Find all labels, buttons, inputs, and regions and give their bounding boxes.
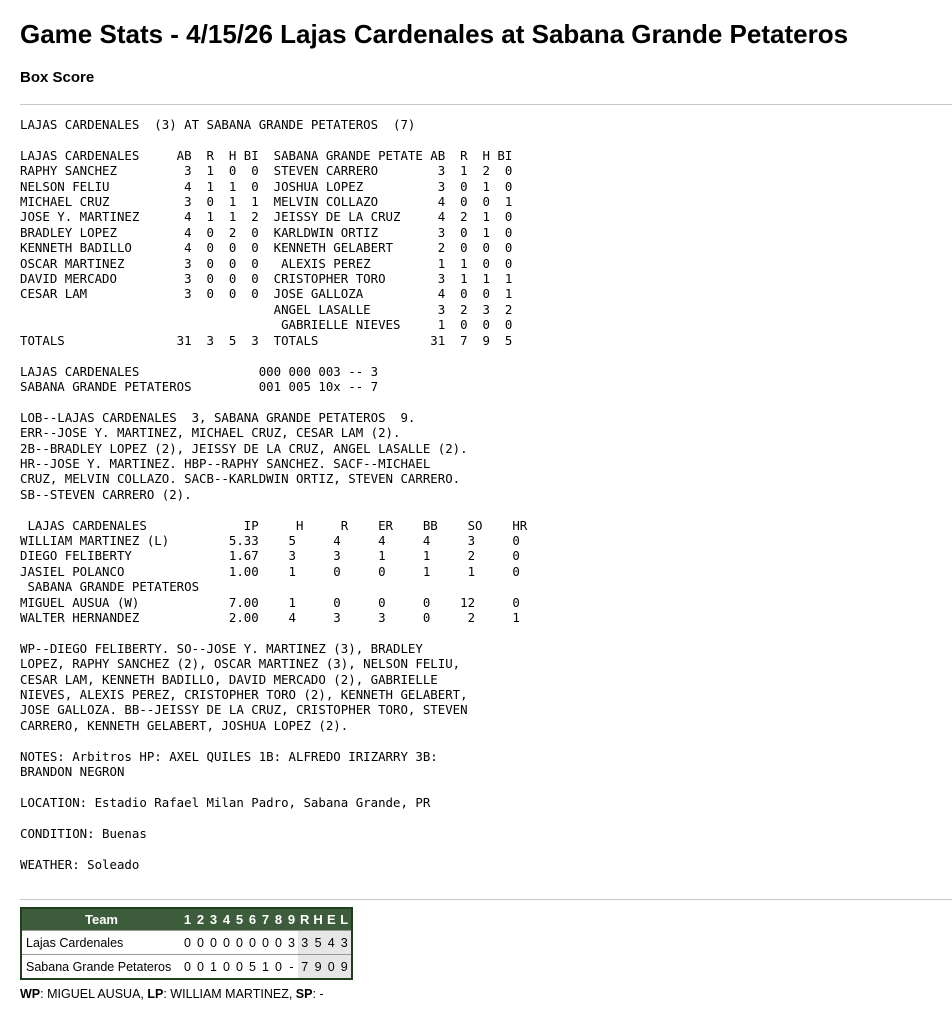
total-lob: 9 bbox=[338, 955, 352, 980]
inning-score: 0 bbox=[246, 931, 259, 955]
inning-score: 0 bbox=[194, 931, 207, 955]
line-score-table bbox=[20, 907, 353, 980]
line-score-header-row bbox=[21, 908, 352, 931]
inning-score: 0 bbox=[207, 931, 220, 955]
inning-score: 0 bbox=[181, 931, 194, 955]
inning-score: 0 bbox=[272, 955, 285, 980]
losing-pitcher: WILLIAM MARTINEZ bbox=[170, 987, 289, 1001]
total-hits: 9 bbox=[311, 955, 324, 980]
total-errors: 0 bbox=[325, 955, 338, 980]
divider-top bbox=[20, 104, 952, 105]
total-hits: 5 bbox=[311, 931, 324, 955]
line-score-row-home bbox=[21, 955, 352, 980]
divider-bottom bbox=[20, 899, 952, 900]
header-inning-9: 9 bbox=[285, 908, 298, 931]
total-runs: 3 bbox=[298, 931, 311, 955]
inning-score: 0 bbox=[233, 931, 246, 955]
header-hits: H bbox=[311, 908, 324, 931]
pitchers-of-record: WP: MIGUEL AUSUA, LP: WILLIAM MARTINEZ, SP: - bbox=[20, 987, 324, 1001]
header-inning-3: 3 bbox=[207, 908, 220, 931]
line-score-row-away bbox=[21, 931, 352, 955]
header-runs: R bbox=[298, 908, 311, 931]
page-title: Game Stats - 4/15/26 Lajas Cardenales at Sabana Grande Petateros bbox=[20, 19, 849, 49]
header-inning-2: 2 bbox=[194, 908, 207, 931]
inning-score: 5 bbox=[246, 955, 259, 980]
total-runs: 7 bbox=[298, 955, 311, 980]
header-inning-8: 8 bbox=[272, 908, 285, 931]
wp-label: WP bbox=[20, 987, 41, 1001]
section-subtitle: Box Score bbox=[20, 69, 95, 86]
header-inning-6: 6 bbox=[246, 908, 259, 931]
box-score-text: LAJAS CARDENALES (3) AT SABANA GRANDE PETATEROS (7) LAJAS CARDENALES AB R H BI SABANA GRANDE PETATE AB R H BI RAPHY SANCHEZ 3 1 0 0 STEVEN CARRERO 3 1 2 0 NELSON FELIU 4 1 1 0 JOSHUA LOPEZ 3 0 1 0 MICHAEL CRUZ 3 0 1 1 MELVIN COLLAZO 4 0 0 1 JOSE Y. MARTINEZ 4 1 1 2 JEISSY DE LA CRUZ 4 2 1 0 BRADLEY LOPEZ 4 0 2 0 KARLDWIN ORTIZ 3 0 1 0 KENNETH BADILLO 4 0 0 0 KENNETH GELABERT 2 0 0 0 OSCAR MARTINEZ 3 0 0 0 ALEXIS PEREZ 1 1 0 0 DAVID MERCADO 3 0 0 0 CRISTOPHER TORO 3 1 1 1 CESAR LAM 3 0 0 0 JOSE GALLOZA 4 0 0 1 ANGEL LASALLE 3 2 3 2 GABRIELLE NIEVES 1 0 0 0 TOTALS 31 3 5 3 TOTALS 31 7 9 5 LAJAS CARDENALES 000 000 003 -- 3 SABANA GRANDE PETATEROS 001 005 10x -- 7 LOB--LAJAS CARDENALES 3, SABANA GRANDE PETATEROS 9. ERR--JOSE Y. MARTINEZ, MICHAEL CRUZ, CESAR LAM (2). 2B--BRADLEY LOPEZ (2), JEISSY DE LA CRUZ, ANGEL LASALLE (2). HR--JOSE Y. MARTINEZ. HBP--RAPHY SANCHEZ. SACF--MICHAEL CRUZ, MELVIN COLLAZO. SACB--KARLDWIN ORTIZ, STEVEN CARRERO. SB--STEVEN CARRERO (2). LAJAS CARDENALES IP H R ER BB SO HR WILLIAM MARTINEZ (L) 5.33 5 4 4 4 3 0 DIEGO FELIBERTY 1.67 3 3 1 1 2 0 JASIEL POLANCO 1.00 1 0 0 1 1 0 SABANA GRANDE PETATEROS MIGUEL AUSUA (W) 7.00 1 0 0 0 12 0 WALTER HERNANDEZ 2.00 4 3 3 0 2 1 WP--DIEGO FELIBERTY. SO--JOSE Y. MARTINEZ (3), BRADLEY LOPEZ, RAPHY SANCHEZ (2), OSCAR MARTINEZ (3), NELSON FELIU, CESAR LAM, KENNETH BADILLO, DAVID MERCADO (2), GABRIELLE NIEVES, ALEXIS PEREZ, CRISTOPHER TORO (2), KENNETH GELABERT, JOSE GALLOZA. BB--JEISSY DE LA CRUZ, CRISTOPHER TORO, STEVEN CARRERO, KENNETH GELABERT, JOSHUA LOPEZ (2). NOTES: Arbitros HP: AXEL QUILES 1B: ALFREDO IRIZARRY 3B: BRANDON NEGRON LOCATION: Estadio Rafael Milan Padro, Sabana Grande, PR CONDITION: Buenas WEATHER: Soleado bbox=[20, 117, 528, 872]
sp-label: SP bbox=[295, 987, 313, 1001]
header-inning-1: 1 bbox=[181, 908, 194, 931]
lp-label: LP bbox=[147, 987, 164, 1001]
header-inning-4: 4 bbox=[220, 908, 233, 931]
saving-pitcher: - bbox=[319, 987, 324, 1001]
team-name: Lajas Cardenales bbox=[21, 931, 181, 955]
winning-pitcher: MIGUEL AUSUA bbox=[47, 987, 141, 1001]
header-errors: E bbox=[325, 908, 338, 931]
total-errors: 4 bbox=[325, 931, 338, 955]
inning-score: 0 bbox=[181, 955, 194, 980]
total-lob: 3 bbox=[338, 931, 352, 955]
inning-score: 0 bbox=[220, 931, 233, 955]
inning-score: 1 bbox=[207, 955, 220, 980]
header-inning-7: 7 bbox=[259, 908, 272, 931]
inning-score: 0 bbox=[259, 931, 272, 955]
header-team: Team bbox=[21, 908, 181, 931]
inning-score: 0 bbox=[194, 955, 207, 980]
inning-score: - bbox=[285, 955, 298, 980]
header-inning-5: 5 bbox=[233, 908, 246, 931]
header-lob: L bbox=[338, 908, 352, 931]
inning-score: 3 bbox=[285, 931, 298, 955]
team-name: Sabana Grande Petateros bbox=[21, 955, 181, 980]
inning-score: 1 bbox=[259, 955, 272, 980]
inning-score: 0 bbox=[220, 955, 233, 980]
inning-score: 0 bbox=[233, 955, 246, 980]
inning-score: 0 bbox=[272, 931, 285, 955]
